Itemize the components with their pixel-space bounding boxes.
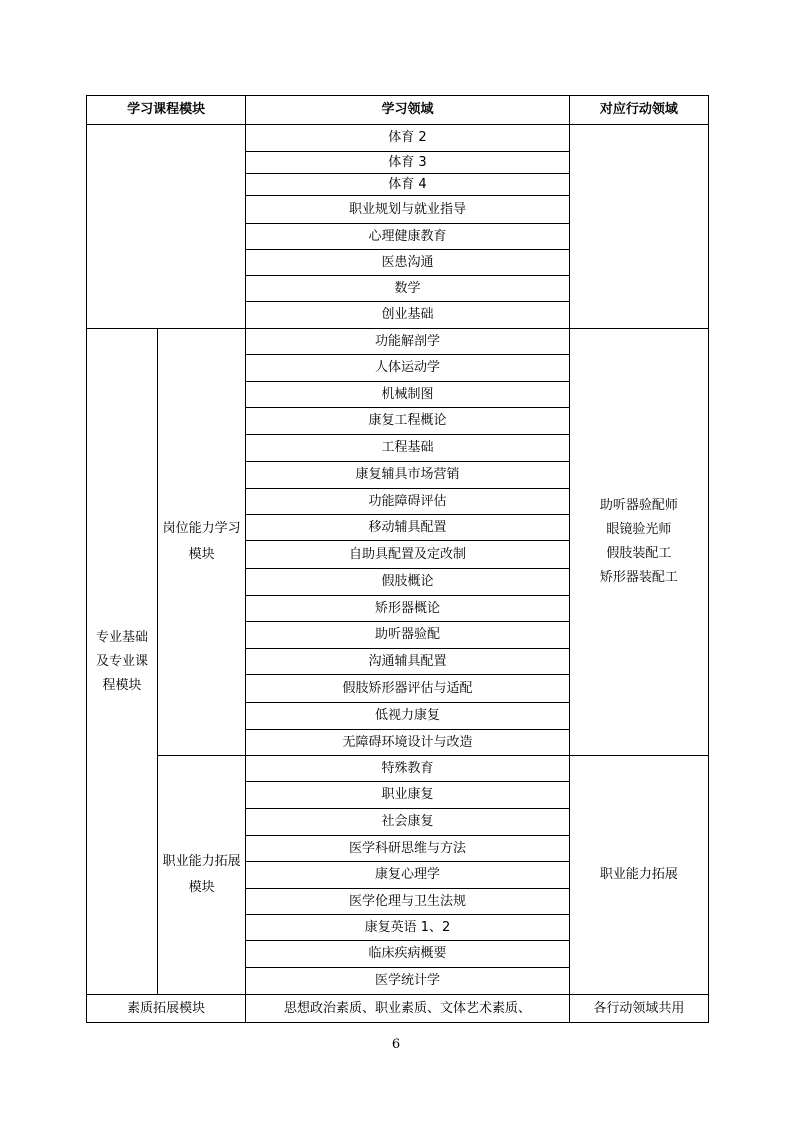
learning-field-cell: 体育 4 [246,174,570,196]
learning-field-cell: 工程基础 [246,435,570,462]
learning-field-cell: 功能解剖学 [246,329,570,355]
learning-field-cell: 体育 2 [246,125,570,152]
learning-field-cell: 矫形器概论 [246,596,570,622]
action-field-item: 眼镜验光师 [606,522,672,537]
job-ability-module-label: 岗位能力学习模块 [158,329,246,756]
learning-field-cell: 心理健康教育 [246,224,570,250]
action-field-item: 假肢装配工 [606,546,672,561]
learning-field-cell: 医学科研思维与方法 [246,836,570,862]
header-action-field: 对应行动领域 [569,96,708,125]
career-action-field-cell: 职业能力拓展 [569,756,708,995]
learning-field-cell: 康复辅具市场营销 [246,462,570,489]
learning-field-cell: 康复英语 1、2 [246,915,570,941]
action-field-item: 助听器验配师 [599,498,678,513]
learning-field-cell: 医学伦理与卫生法规 [246,889,570,915]
learning-field-cell: 无障碍环境设计与改造 [246,730,570,756]
action-field-item: 矫形器装配工 [599,570,678,585]
table-header-row [87,96,709,125]
page-number: 6 [391,1037,401,1052]
learning-field-cell: 沟通辅具配置 [246,649,570,675]
table-row [87,756,709,782]
learning-field-cell: 创业基础 [246,302,570,329]
header-course-module: 学习课程模块 [87,96,246,125]
learning-field-cell: 体育 3 [246,152,570,174]
quality-learning-field: 思想政治素质、职业素质、文体艺术素质、 [246,995,570,1023]
learning-field-cell: 假肢概论 [246,569,570,596]
table-row [87,125,709,152]
table-row [87,995,709,1023]
learning-field-cell: 康复心理学 [246,862,570,889]
learning-field-cell: 自助具配置及定改制 [246,541,570,569]
learning-field-cell: 社会康复 [246,809,570,836]
learning-field-cell: 移动辅具配置 [246,515,570,541]
learning-field-cell: 临床疾病概要 [246,941,570,968]
public-module-cell [87,125,246,329]
learning-field-cell: 低视力康复 [246,703,570,730]
learning-field-cell: 数学 [246,276,570,302]
learning-field-cell: 假肢矫形器评估与适配 [246,675,570,703]
table-row [87,329,709,355]
learning-field-cell: 职业康复 [246,782,570,809]
learning-field-cell: 医学统计学 [246,968,570,995]
professional-module-label: 专业基础及专业课程模块 [87,329,158,995]
learning-field-cell: 特殊教育 [246,756,570,782]
learning-field-cell: 医患沟通 [246,250,570,276]
curriculum-table-body [87,96,709,1023]
public-action-field-cell [569,125,708,329]
career-extension-module-label: 职业能力拓展模块 [158,756,246,995]
learning-field-cell: 职业规划与就业指导 [246,196,570,224]
learning-field-cell: 人体运动学 [246,355,570,382]
learning-field-cell: 助听器验配 [246,622,570,649]
learning-field-cell: 机械制图 [246,382,570,408]
quality-module-label: 素质拓展模块 [87,995,246,1023]
quality-action-field: 各行动领域共用 [569,995,708,1023]
curriculum-table [86,95,709,1023]
learning-field-cell: 康复工程概论 [246,408,570,435]
job-action-fields-cell [569,329,708,756]
learning-field-cell: 功能障碍评估 [246,489,570,515]
header-learning-field: 学习领域 [246,96,570,125]
